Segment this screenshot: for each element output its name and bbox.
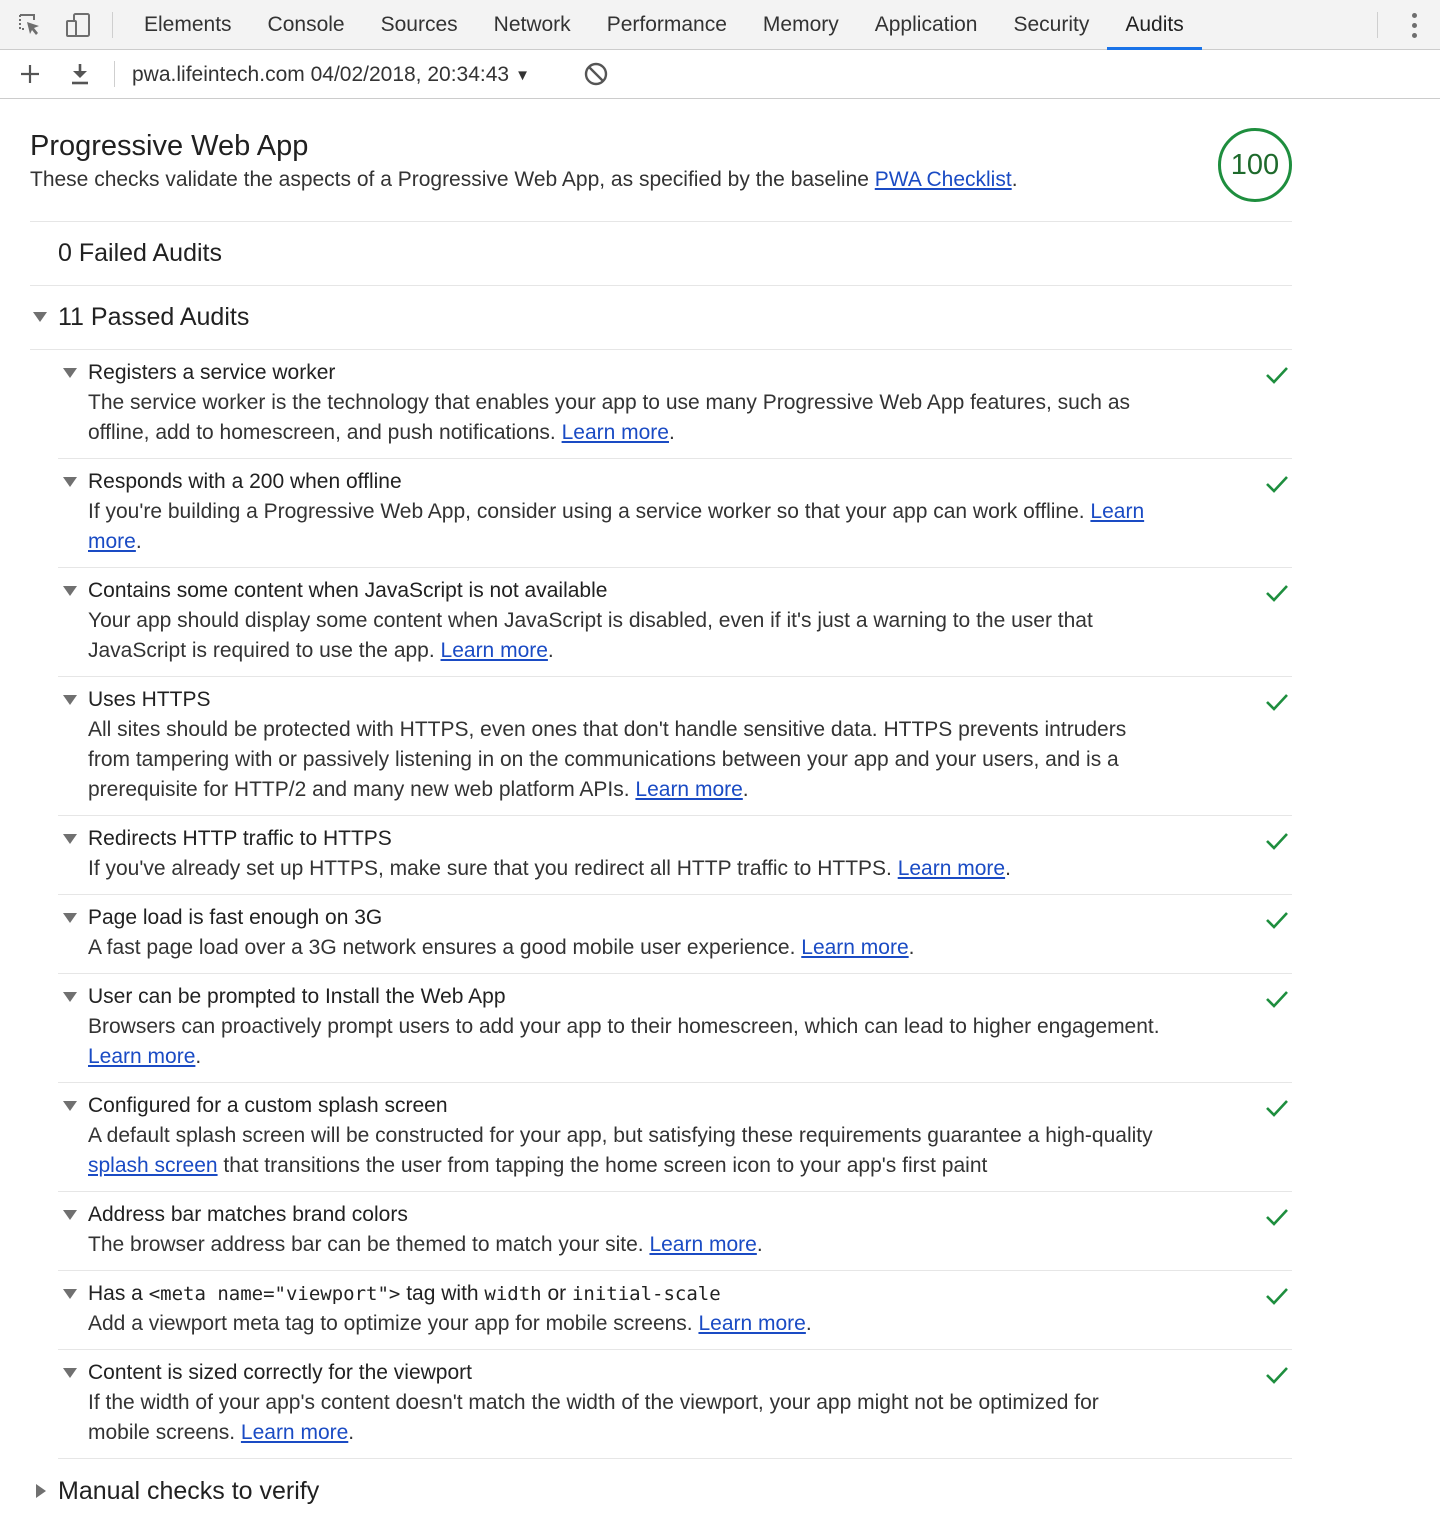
- audit-title: Registers a service worker: [88, 361, 336, 384]
- collapsed-arrow-icon: [36, 1484, 46, 1498]
- audit-title: Responds with a 200 when offline: [88, 470, 402, 493]
- audit-description: Browsers can proactively prompt users to add your app to their homescreen, which can lead to higher engagement. Learn more.: [88, 1015, 1160, 1068]
- panel-tabs: [126, 0, 1202, 50]
- audit-title: Content is sized correctly for the viewport: [88, 1361, 472, 1384]
- tab-elements[interactable]: Elements: [144, 13, 232, 36]
- kebab-menu-icon[interactable]: [1402, 10, 1426, 40]
- expand-arrow-icon: [33, 312, 47, 322]
- tab-performance[interactable]: Performance: [606, 13, 727, 36]
- manual-checks-group[interactable]: [30, 1459, 1292, 1523]
- audit-item[interactable]: [58, 974, 1292, 1083]
- audit-item[interactable]: [58, 1350, 1292, 1459]
- learn-more-link[interactable]: Learn more: [801, 936, 909, 959]
- audit-title: Page load is fast enough on 3G: [88, 906, 383, 929]
- audit-item[interactable]: [58, 895, 1292, 974]
- splash-screen-link[interactable]: splash screen: [88, 1154, 218, 1177]
- audit-report: [30, 100, 1292, 1523]
- expand-arrow-icon: [63, 1289, 77, 1299]
- tab-sources[interactable]: Sources: [380, 13, 458, 36]
- checkmark-icon: [1264, 1364, 1290, 1386]
- expand-arrow-icon: [63, 992, 77, 1002]
- checkmark-icon: [1264, 691, 1290, 713]
- audit-item[interactable]: [58, 1083, 1292, 1192]
- learn-more-link[interactable]: Learn more: [88, 500, 1145, 553]
- devtools-tab-bar: [0, 0, 1440, 50]
- expand-arrow-icon: [63, 834, 77, 844]
- learn-more-link[interactable]: Learn more: [88, 1045, 196, 1068]
- audit-description: A fast page load over a 3G network ensures a good mobile user experience. Learn more.: [88, 936, 915, 959]
- audit-title: Redirects HTTP traffic to HTTPS: [88, 827, 392, 850]
- learn-more-link[interactable]: Learn more: [698, 1312, 806, 1335]
- failed-audits-group[interactable]: [30, 222, 1292, 286]
- audit-item[interactable]: [58, 350, 1292, 459]
- dropdown-caret-icon: ▼: [515, 66, 530, 84]
- expand-arrow-icon: [63, 913, 77, 923]
- checkmark-icon: [1264, 473, 1290, 495]
- audit-description: The service worker is the technology that enables your app to use many Progressive Web App features, such as offline, add to homescreen, and push notifications. Learn more.: [88, 391, 1131, 444]
- pwa-checklist-link[interactable]: PWA Checklist: [874, 168, 1012, 191]
- checkmark-icon: [1264, 582, 1290, 604]
- tab-security[interactable]: Security: [1013, 13, 1090, 36]
- inspect-element-icon[interactable]: [16, 11, 44, 39]
- audit-item[interactable]: [58, 1271, 1292, 1350]
- checkmark-icon: [1264, 988, 1290, 1010]
- plus-icon[interactable]: [16, 60, 44, 88]
- score-value: 100: [1230, 148, 1280, 181]
- learn-more-link[interactable]: Learn more: [649, 1233, 757, 1256]
- tab-application[interactable]: Application: [874, 13, 978, 36]
- learn-more-link[interactable]: Learn more: [561, 421, 669, 444]
- category-title: Progressive Web App: [30, 130, 309, 162]
- audit-description: Add a viewport meta tag to optimize your app for mobile screens. Learn more.: [88, 1312, 812, 1335]
- failed-audits-label: 0 Failed Audits: [58, 239, 222, 267]
- toolbar-divider: [112, 12, 113, 38]
- checkmark-icon: [1264, 364, 1290, 386]
- learn-more-link[interactable]: Learn more: [440, 639, 548, 662]
- audit-item[interactable]: [58, 1192, 1292, 1271]
- audit-title: Uses HTTPS: [88, 688, 211, 711]
- tab-console[interactable]: Console: [267, 13, 345, 36]
- passed-audits-label: 11 Passed Audits: [58, 303, 250, 331]
- category-description: These checks validate the aspects of a Progressive Web App, as specified by the baseline PWA Checklist.: [30, 168, 1018, 191]
- download-icon[interactable]: [66, 60, 94, 88]
- tab-memory[interactable]: Memory: [762, 13, 839, 36]
- audits-toolbar: [0, 50, 1440, 99]
- expand-arrow-icon: [63, 477, 77, 487]
- score-gauge: [1218, 128, 1292, 202]
- expand-arrow-icon: [63, 1101, 77, 1111]
- checkmark-icon: [1264, 830, 1290, 852]
- audit-title: Has a <meta name="viewport"> tag with width or initial-scale: [88, 1282, 721, 1305]
- audit-item[interactable]: [58, 677, 1292, 816]
- checkmark-icon: [1264, 1206, 1290, 1228]
- report-label: pwa.lifeintech.com 04/02/2018, 20:34:43: [132, 63, 510, 86]
- audit-title: User can be prompted to Install the Web App: [88, 985, 506, 1008]
- audit-title: Contains some content when JavaScript is not available: [88, 579, 608, 602]
- passed-audits-list: [58, 350, 1292, 1459]
- audit-description: If you're building a Progressive Web App, consider using a service worker so that your app can work offline. Learn more.: [88, 500, 1145, 553]
- expand-arrow-icon: [63, 1210, 77, 1220]
- audit-description: If you've already set up HTTPS, make sure that you redirect all HTTP traffic to HTTPS. Learn more.: [88, 857, 1011, 880]
- expand-arrow-icon: [63, 1368, 77, 1378]
- device-toolbar-icon[interactable]: [64, 11, 92, 39]
- audit-item[interactable]: [58, 459, 1292, 568]
- expand-arrow-icon: [63, 695, 77, 705]
- category-header: [30, 100, 1292, 222]
- toolbar-divider: [1377, 12, 1378, 38]
- tab-audits[interactable]: Audits: [1107, 0, 1201, 50]
- audit-description: A default splash screen will be constructed for your app, but satisfying these requirements guarantee a high-quality splash screen that transitions the user from tapping the home screen icon to your app's first paint: [88, 1124, 1153, 1177]
- learn-more-link[interactable]: Learn more: [635, 778, 743, 801]
- audit-title: Address bar matches brand colors: [88, 1203, 408, 1226]
- audit-item[interactable]: [58, 568, 1292, 677]
- checkmark-icon: [1264, 909, 1290, 931]
- clear-icon[interactable]: [582, 60, 610, 88]
- expand-arrow-icon: [63, 586, 77, 596]
- checkmark-icon: [1264, 1285, 1290, 1307]
- audit-description: Your app should display some content when JavaScript is disabled, even if it's just a warning to the user that JavaScript is required to use the app. Learn more.: [88, 609, 1093, 662]
- audit-title: Configured for a custom splash screen: [88, 1094, 448, 1117]
- report-selector[interactable]: [132, 60, 530, 90]
- passed-audits-group[interactable]: [30, 286, 1292, 350]
- audit-description: If the width of your app's content doesn't match the width of the viewport, your app might not be optimized for mobile screens. Learn more.: [88, 1391, 1099, 1444]
- tab-network[interactable]: Network: [493, 13, 571, 36]
- expand-arrow-icon: [63, 368, 77, 378]
- manual-checks-label: Manual checks to verify: [58, 1477, 320, 1505]
- toolbar-divider: [114, 61, 115, 87]
- checkmark-icon: [1264, 1097, 1290, 1119]
- audit-description: The browser address bar can be themed to match your site. Learn more.: [88, 1233, 763, 1256]
- learn-more-link[interactable]: Learn more: [240, 1421, 349, 1444]
- audit-item[interactable]: [58, 816, 1292, 895]
- audit-description: All sites should be protected with HTTPS, even ones that don't handle sensitive data. HTTPS prevents intruders from tampering with or passively listening in on the communications between your app and your users, and is a prerequisite for HTTP/2 and many new web platform APIs. Learn more.: [88, 718, 1127, 801]
- learn-more-link[interactable]: Learn more: [897, 857, 1006, 880]
